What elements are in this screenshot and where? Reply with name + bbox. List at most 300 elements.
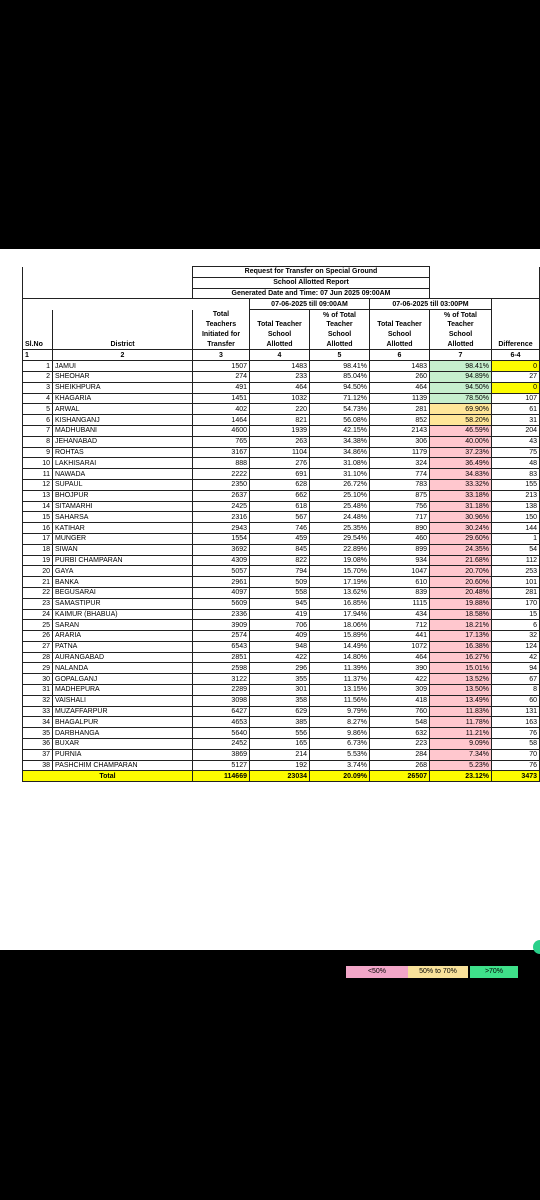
sl-no: 20 xyxy=(23,566,53,577)
allotted-2: 852 xyxy=(370,415,430,426)
table-row xyxy=(23,609,540,620)
pct-2: 9.09% xyxy=(430,739,492,750)
sl-no: 6 xyxy=(23,415,53,426)
pct-1: 3.74% xyxy=(310,760,370,771)
district-name: KHAGARIA xyxy=(53,393,193,404)
sl-no: 31 xyxy=(23,685,53,696)
district-name: SAMASTIPUR xyxy=(53,598,193,609)
sl-no: 13 xyxy=(23,490,53,501)
allotted-2: 281 xyxy=(370,404,430,415)
district-name: MADHUBANI xyxy=(53,425,193,436)
pct-2: 20.48% xyxy=(430,587,492,598)
total-initiated-sum: 114669 xyxy=(193,771,250,782)
allotted-1: 358 xyxy=(250,695,310,706)
table-row xyxy=(23,415,540,426)
pct-1: 11.39% xyxy=(310,663,370,674)
pct-1: 22.89% xyxy=(310,544,370,555)
table-row xyxy=(23,361,540,372)
district-name: BHOJPUR xyxy=(53,490,193,501)
table-row xyxy=(23,393,540,404)
allotted-2: 268 xyxy=(370,760,430,771)
total-initiated: 2598 xyxy=(193,663,250,674)
h-allotted-2: School xyxy=(370,330,430,340)
h-allotted-1: Allotted xyxy=(250,340,310,350)
pct-1: 13.62% xyxy=(310,587,370,598)
district-name: PURBI CHAMPARAN xyxy=(53,555,193,566)
allotted-1: 948 xyxy=(250,641,310,652)
total-initiated: 2943 xyxy=(193,523,250,534)
pct-2: 18.21% xyxy=(430,620,492,631)
difference: 144 xyxy=(492,523,540,534)
allotted-1: 567 xyxy=(250,512,310,523)
sl-no: 36 xyxy=(23,739,53,750)
difference: 83 xyxy=(492,469,540,480)
pct-2: 19.88% xyxy=(430,598,492,609)
pct-1: 56.08% xyxy=(310,415,370,426)
allotted-1: 629 xyxy=(250,706,310,717)
allotted-2: 1139 xyxy=(370,393,430,404)
pct-2: 11.83% xyxy=(430,706,492,717)
district-name: DARBHANGA xyxy=(53,728,193,739)
h-allotted-1: School xyxy=(250,330,310,340)
h-total-initiated: Transfer xyxy=(193,340,250,350)
allotted-2: 441 xyxy=(370,631,430,642)
header-row xyxy=(23,340,540,350)
table-row xyxy=(23,447,540,458)
total-initiated: 6427 xyxy=(193,706,250,717)
difference: 94 xyxy=(492,663,540,674)
difference: 75 xyxy=(492,447,540,458)
sl-no: 34 xyxy=(23,717,53,728)
total-initiated: 5609 xyxy=(193,598,250,609)
pct-2: 33.18% xyxy=(430,490,492,501)
pct-2: 16.27% xyxy=(430,652,492,663)
sl-no: 12 xyxy=(23,479,53,490)
h-allotted-2: Total Teacher xyxy=(370,320,430,330)
pct-1: 15.89% xyxy=(310,631,370,642)
allotted-2: 306 xyxy=(370,436,430,447)
sl-no: 16 xyxy=(23,523,53,534)
difference: 253 xyxy=(492,566,540,577)
allotted-2: 839 xyxy=(370,587,430,598)
total-initiated: 2425 xyxy=(193,501,250,512)
pct-2: 17.13% xyxy=(430,631,492,642)
pct-2: 37.23% xyxy=(430,447,492,458)
pct-2: 30.96% xyxy=(430,512,492,523)
pct-1: 11.37% xyxy=(310,674,370,685)
h-allotted-1 xyxy=(250,310,310,320)
table-row xyxy=(23,587,540,598)
pct-1: 34.38% xyxy=(310,436,370,447)
difference: 163 xyxy=(492,717,540,728)
pct-2: 11.78% xyxy=(430,717,492,728)
period-1: 07-06-2025 till 09:00AM xyxy=(250,299,370,310)
total-initiated: 402 xyxy=(193,404,250,415)
h-district: District xyxy=(53,340,193,350)
total-initiated: 5057 xyxy=(193,566,250,577)
legend-above-70: >70% xyxy=(470,966,518,978)
pct-2: 78.50% xyxy=(430,393,492,404)
pct-1: 31.08% xyxy=(310,458,370,469)
district-name: JEHANABAD xyxy=(53,436,193,447)
sl-no: 10 xyxy=(23,458,53,469)
pct-1: 17.94% xyxy=(310,609,370,620)
generated-row xyxy=(23,288,540,299)
allotted-1: 509 xyxy=(250,577,310,588)
district-name: SITAMARHI xyxy=(53,501,193,512)
sl-no: 3 xyxy=(23,382,53,393)
total-initiated: 4600 xyxy=(193,425,250,436)
district-name: AURANGABAD xyxy=(53,652,193,663)
total-initiated: 2350 xyxy=(193,479,250,490)
pct-2: 11.21% xyxy=(430,728,492,739)
table-row xyxy=(23,490,540,501)
allotted-2: 774 xyxy=(370,469,430,480)
difference: 15 xyxy=(492,609,540,620)
difference: 60 xyxy=(492,695,540,706)
allotted-2: 934 xyxy=(370,555,430,566)
table-row xyxy=(23,533,540,544)
h-district xyxy=(53,320,193,330)
allotted-2: 875 xyxy=(370,490,430,501)
sl-no: 30 xyxy=(23,674,53,685)
pct-2: 21.68% xyxy=(430,555,492,566)
total-initiated: 5127 xyxy=(193,760,250,771)
h-allotted-2: Allotted xyxy=(370,340,430,350)
total-initiated: 5640 xyxy=(193,728,250,739)
total-initiated: 1507 xyxy=(193,361,250,372)
blank-cell xyxy=(492,299,540,310)
blank-cell xyxy=(23,267,193,278)
table-row xyxy=(23,598,540,609)
total-initiated: 2961 xyxy=(193,577,250,588)
difference: 150 xyxy=(492,512,540,523)
pct-2: 20.70% xyxy=(430,566,492,577)
table-row xyxy=(23,479,540,490)
pct-1: 85.04% xyxy=(310,371,370,382)
difference: 131 xyxy=(492,706,540,717)
title-row xyxy=(23,267,540,278)
h-pct-1: Allotted xyxy=(310,340,370,350)
difference: 1 xyxy=(492,533,540,544)
sl-no: 32 xyxy=(23,695,53,706)
difference: 76 xyxy=(492,728,540,739)
difference: 213 xyxy=(492,490,540,501)
total-initiated: 2222 xyxy=(193,469,250,480)
difference: 204 xyxy=(492,425,540,436)
table-row xyxy=(23,652,540,663)
difference: 0 xyxy=(492,361,540,372)
pct-1: 17.19% xyxy=(310,577,370,588)
pct-1: 13.15% xyxy=(310,685,370,696)
h-pct-2: Allotted xyxy=(430,340,492,350)
h-total-initiated: Initiated for xyxy=(193,330,250,340)
difference: 27 xyxy=(492,371,540,382)
difference: 8 xyxy=(492,685,540,696)
difference: 101 xyxy=(492,577,540,588)
district-name: MUZAFFARPUR xyxy=(53,706,193,717)
total-initiated: 3098 xyxy=(193,695,250,706)
total-initiated: 2637 xyxy=(193,490,250,501)
pct-2: 13.49% xyxy=(430,695,492,706)
allotted-1: 746 xyxy=(250,523,310,534)
district-name: MADHEPURA xyxy=(53,685,193,696)
pct-1: 11.56% xyxy=(310,695,370,706)
column-number: 6-4 xyxy=(492,350,540,361)
table-row xyxy=(23,566,540,577)
table-row xyxy=(23,641,540,652)
h-pct-1: School xyxy=(310,330,370,340)
pct-2: 13.50% xyxy=(430,685,492,696)
pct-1-sum: 20.09% xyxy=(310,771,370,782)
difference: 138 xyxy=(492,501,540,512)
pct-1: 5.53% xyxy=(310,749,370,760)
allotted-1: 192 xyxy=(250,760,310,771)
total-initiated: 3869 xyxy=(193,749,250,760)
column-number: 4 xyxy=(250,350,310,361)
allotted-2: 756 xyxy=(370,501,430,512)
table-row xyxy=(23,458,540,469)
total-initiated: 1464 xyxy=(193,415,250,426)
sl-no: 19 xyxy=(23,555,53,566)
allotted-1: 1032 xyxy=(250,393,310,404)
table-row xyxy=(23,404,540,415)
total-initiated: 3909 xyxy=(193,620,250,631)
allotted-2: 548 xyxy=(370,717,430,728)
difference: 31 xyxy=(492,415,540,426)
h-allotted-2 xyxy=(370,310,430,320)
difference: 0 xyxy=(492,382,540,393)
allotted-2: 284 xyxy=(370,749,430,760)
pct-2: 29.60% xyxy=(430,533,492,544)
allotted-1: 301 xyxy=(250,685,310,696)
difference: 48 xyxy=(492,458,540,469)
h-slno: Sl.No xyxy=(23,340,53,350)
sl-no: 8 xyxy=(23,436,53,447)
pct-2: 46.59% xyxy=(430,425,492,436)
h-pct-2: % of Total xyxy=(430,310,492,320)
pct-2: 13.52% xyxy=(430,674,492,685)
pct-2: 5.23% xyxy=(430,760,492,771)
blank-cell xyxy=(23,288,193,299)
allotted-2: 890 xyxy=(370,523,430,534)
allotted-1: 822 xyxy=(250,555,310,566)
allotted-2: 418 xyxy=(370,695,430,706)
generated-time: Generated Date and Time: 07 Jun 2025 09:00AM xyxy=(193,288,430,299)
allotted-2: 223 xyxy=(370,739,430,750)
table-row xyxy=(23,728,540,739)
total-initiated: 4653 xyxy=(193,717,250,728)
allotted-2: 260 xyxy=(370,371,430,382)
h-pct-2: School xyxy=(430,330,492,340)
allotted-2: 324 xyxy=(370,458,430,469)
pct-1: 19.08% xyxy=(310,555,370,566)
difference: 170 xyxy=(492,598,540,609)
pct-2: 34.83% xyxy=(430,469,492,480)
allotted-1: 464 xyxy=(250,382,310,393)
table-row xyxy=(23,685,540,696)
allotted-1: 409 xyxy=(250,631,310,642)
table-row xyxy=(23,512,540,523)
allotted-1: 1939 xyxy=(250,425,310,436)
pct-1: 71.12% xyxy=(310,393,370,404)
allotted-2: 899 xyxy=(370,544,430,555)
allotted-1: 794 xyxy=(250,566,310,577)
pct-2: 24.35% xyxy=(430,544,492,555)
district-name: NAWADA xyxy=(53,469,193,480)
pct-1: 9.86% xyxy=(310,728,370,739)
district-name: JAMUI xyxy=(53,361,193,372)
district-name: BUXAR xyxy=(53,739,193,750)
pct-1: 18.06% xyxy=(310,620,370,631)
period-2: 07-06-2025 till 03:00PM xyxy=(370,299,492,310)
table-row xyxy=(23,555,540,566)
report-title: Request for Transfer on Special Ground xyxy=(193,267,430,278)
header-row xyxy=(23,330,540,340)
h-pct-1: % of Total xyxy=(310,310,370,320)
allotted-2: 464 xyxy=(370,382,430,393)
pct-1: 25.35% xyxy=(310,523,370,534)
h-difference: Difference xyxy=(492,340,540,350)
column-number-row xyxy=(23,350,540,361)
pct-2: 40.00% xyxy=(430,436,492,447)
district-name: PURNIA xyxy=(53,749,193,760)
allotted-2: 1072 xyxy=(370,641,430,652)
floating-action-dot[interactable] xyxy=(533,940,540,954)
allotted-1: 263 xyxy=(250,436,310,447)
pct-2: 69.90% xyxy=(430,404,492,415)
table-row xyxy=(23,436,540,447)
h-slno xyxy=(23,320,53,330)
allotted-2: 632 xyxy=(370,728,430,739)
difference: 155 xyxy=(492,479,540,490)
table-row xyxy=(23,501,540,512)
total-initiated: 4097 xyxy=(193,587,250,598)
total-initiated: 4309 xyxy=(193,555,250,566)
blank-cell xyxy=(23,277,193,288)
h-total-initiated: Total xyxy=(193,310,250,320)
pct-1: 29.54% xyxy=(310,533,370,544)
allotted-1: 276 xyxy=(250,458,310,469)
district-name: SARAN xyxy=(53,620,193,631)
pct-1: 14.49% xyxy=(310,641,370,652)
allotted-1: 422 xyxy=(250,652,310,663)
blank-cell xyxy=(430,267,540,278)
sl-no: 35 xyxy=(23,728,53,739)
h-slno xyxy=(23,310,53,320)
table-row xyxy=(23,631,540,642)
district-name: LAKHISARAI xyxy=(53,458,193,469)
header-row xyxy=(23,310,540,320)
pct-1: 24.48% xyxy=(310,512,370,523)
column-number: 1 xyxy=(23,350,53,361)
allotted-2: 2143 xyxy=(370,425,430,436)
pct-1: 6.73% xyxy=(310,739,370,750)
blank-cell xyxy=(430,288,540,299)
district-name: ARARIA xyxy=(53,631,193,642)
allotted-2: 1483 xyxy=(370,361,430,372)
column-number: 6 xyxy=(370,350,430,361)
sl-no: 15 xyxy=(23,512,53,523)
pct-1: 15.70% xyxy=(310,566,370,577)
district-name: KAIMUR (BHABUA) xyxy=(53,609,193,620)
allotted-1: 662 xyxy=(250,490,310,501)
total-initiated: 3167 xyxy=(193,447,250,458)
report-sheet xyxy=(0,249,540,950)
district-name: BANKA xyxy=(53,577,193,588)
allotted-1-sum: 23034 xyxy=(250,771,310,782)
allotted-1: 1104 xyxy=(250,447,310,458)
period-row xyxy=(23,299,540,310)
allotted-2: 783 xyxy=(370,479,430,490)
pct-1: 26.72% xyxy=(310,479,370,490)
sl-no: 37 xyxy=(23,749,53,760)
table-row xyxy=(23,425,540,436)
pct-2: 16.38% xyxy=(430,641,492,652)
district-name: GAYA xyxy=(53,566,193,577)
table-row xyxy=(23,717,540,728)
pct-1: 9.79% xyxy=(310,706,370,717)
sl-no: 4 xyxy=(23,393,53,404)
difference: 42 xyxy=(492,652,540,663)
sl-no: 22 xyxy=(23,587,53,598)
allotted-2: 309 xyxy=(370,685,430,696)
allotted-1: 419 xyxy=(250,609,310,620)
total-initiated: 1451 xyxy=(193,393,250,404)
sl-no: 29 xyxy=(23,663,53,674)
allotted-2: 464 xyxy=(370,652,430,663)
table-row xyxy=(23,663,540,674)
blank-cell xyxy=(23,299,250,310)
column-number: 3 xyxy=(193,350,250,361)
district-name: SHEIKHPURA xyxy=(53,382,193,393)
difference: 124 xyxy=(492,641,540,652)
pct-1: 94.50% xyxy=(310,382,370,393)
allotted-2: 1179 xyxy=(370,447,430,458)
total-initiated: 2452 xyxy=(193,739,250,750)
sl-no: 38 xyxy=(23,760,53,771)
total-initiated: 3122 xyxy=(193,674,250,685)
difference: 112 xyxy=(492,555,540,566)
district-name: SAHARSA xyxy=(53,512,193,523)
color-legend xyxy=(0,964,540,980)
table-row xyxy=(23,620,540,631)
difference: 32 xyxy=(492,631,540,642)
district-name: SHEOHAR xyxy=(53,371,193,382)
pct-1: 14.80% xyxy=(310,652,370,663)
sl-no: 7 xyxy=(23,425,53,436)
allotted-1: 355 xyxy=(250,674,310,685)
h-difference xyxy=(492,310,540,320)
allotted-1: 214 xyxy=(250,749,310,760)
district-name: GOPALGANJ xyxy=(53,674,193,685)
difference: 61 xyxy=(492,404,540,415)
allotted-1: 233 xyxy=(250,371,310,382)
district-name: VAISHALI xyxy=(53,695,193,706)
district-name: SUPAUL xyxy=(53,479,193,490)
table-row xyxy=(23,371,540,382)
h-district xyxy=(53,330,193,340)
difference: 43 xyxy=(492,436,540,447)
sl-no: 9 xyxy=(23,447,53,458)
allotted-1: 556 xyxy=(250,728,310,739)
total-initiated: 2574 xyxy=(193,631,250,642)
pct-1: 25.10% xyxy=(310,490,370,501)
total-initiated: 6543 xyxy=(193,641,250,652)
h-pct-1: Teacher xyxy=(310,320,370,330)
district-name: NALANDA xyxy=(53,663,193,674)
pct-2: 94.50% xyxy=(430,382,492,393)
